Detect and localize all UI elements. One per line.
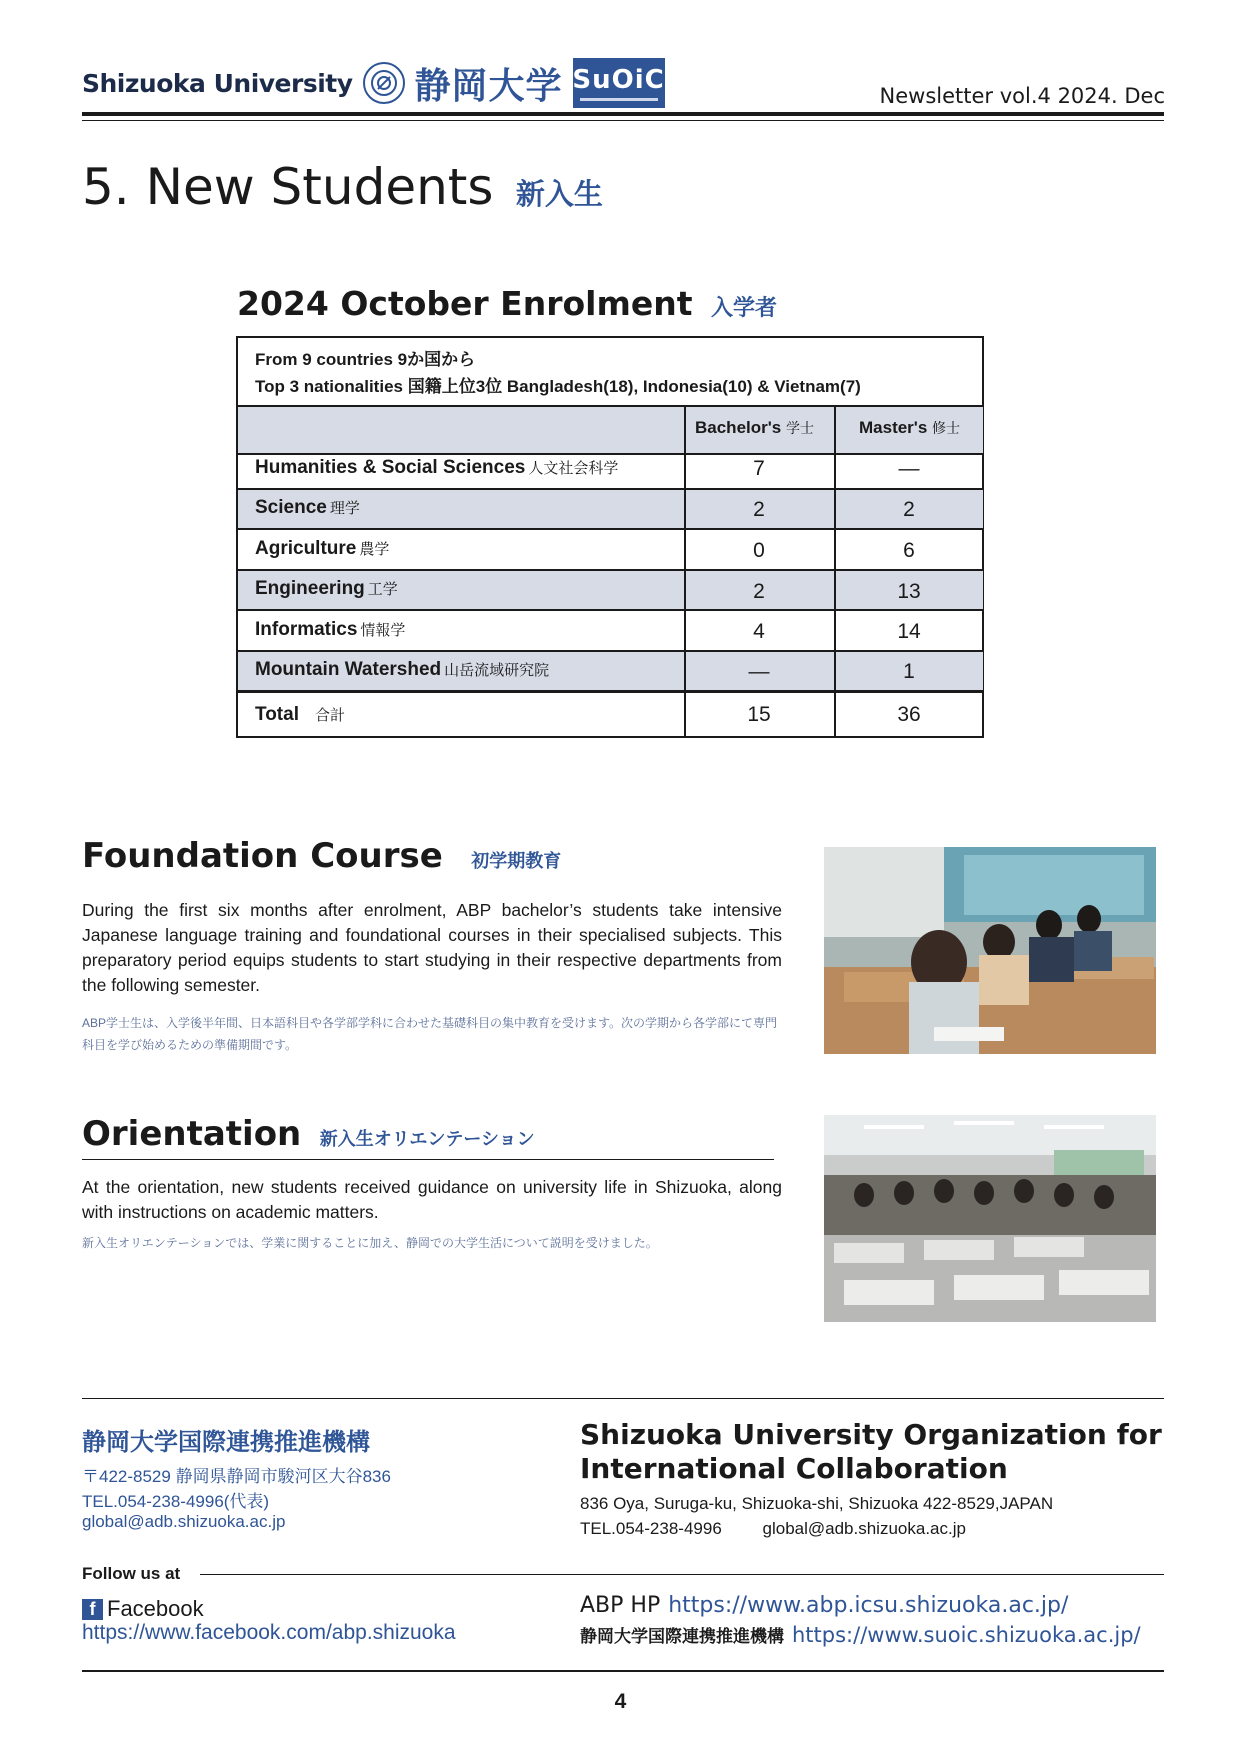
col-header-bachelor: Bachelor's 学士: [695, 418, 814, 437]
cell-master: —: [898, 457, 920, 480]
suoic-url[interactable]: https://www.suoic.shizuoka.ac.jp/: [792, 1623, 1141, 1647]
enrolment-title: [237, 284, 777, 323]
cell-master: 1: [903, 660, 915, 683]
foundation-title: [82, 836, 561, 876]
org-email-en: global@adb.shizuoka.ac.jp: [762, 1519, 966, 1538]
header-rule: [82, 112, 1164, 116]
foundation-body-en: During the first six months after enrolment, ABP bachelor’s students take intensive Japanese language training and foundational courses in their specialised subjects. This preparatory period equips students to start studying in their respective departments from the following semester.: [82, 900, 782, 995]
university-seal-icon: [363, 62, 405, 104]
table-row-label: Mountain Watershed 山岳流域研究院: [255, 659, 550, 680]
newsletter-issue: Newsletter vol.4 2024. Dec: [879, 84, 1165, 108]
col-divider: [834, 405, 836, 736]
cell-total-bachelor: 15: [747, 703, 771, 726]
cell-total-master: 36: [897, 703, 921, 726]
org-tel-en: TEL.054-238-4996: [580, 1519, 722, 1538]
table-row-label: Informatics 情報学: [255, 619, 406, 640]
facebook-url[interactable]: https://www.facebook.com/abp.shizuoka: [82, 1621, 456, 1644]
abp-homepage: [580, 1592, 1068, 1618]
row-divider: [238, 609, 983, 611]
col-divider: [684, 405, 686, 736]
cell-bachelor: 4: [753, 620, 765, 643]
cell-bachelor: 2: [753, 580, 765, 603]
page-title: [82, 158, 603, 216]
facebook-label: Facebook: [107, 1596, 204, 1621]
orientation-title: [82, 1114, 535, 1154]
enrolment-summary: [255, 346, 861, 400]
cell-master: 2: [903, 498, 915, 521]
suoic-homepage: [580, 1622, 1141, 1648]
org-name-en: Shizuoka University Organization for International Collaboration: [580, 1418, 1162, 1485]
suoic-logo-text: SuOiC: [572, 64, 665, 95]
cell-bachelor: 0: [753, 539, 765, 562]
total-divider: [238, 690, 983, 693]
row-divider: [238, 650, 983, 652]
summary-countries: From 9 countries 9か国から: [255, 350, 476, 369]
brand-name-en: Shizuoka University: [82, 68, 353, 98]
foundation-photo: [824, 847, 1156, 1054]
facebook-link[interactable]: [82, 1596, 204, 1622]
org-contact-en: [580, 1519, 966, 1539]
foundation-body-ja: ABP学士生は、入学後半年間、日本語科目や各学部学科に合わせた基礎科目の集中教育を受けます。次の学期から各学部にて専門科目を学び始めるための準備期間です。: [82, 1016, 778, 1052]
cell-master: 14: [897, 620, 921, 643]
footer-rule: [82, 1398, 1164, 1399]
org-address-ja: 〒422-8529 静岡県静岡市駿河区大谷836: [82, 1467, 391, 1486]
suoic-logo: [573, 58, 665, 108]
footer-rule-bottom: [82, 1670, 1164, 1672]
row-divider: [238, 488, 983, 490]
row-divider: [238, 528, 983, 530]
cell-bachelor: 2: [753, 498, 765, 521]
row-divider: [238, 569, 983, 571]
abp-url[interactable]: https://www.abp.icsu.shizuoka.ac.jp/: [668, 1593, 1069, 1618]
table-total-label: Total 合計: [255, 704, 345, 725]
org-tel-ja: TEL.054-238-4996(代表): [82, 1492, 270, 1511]
cell-master: 6: [903, 539, 915, 562]
page-title-en: 5. New Students: [82, 158, 494, 216]
follow-us-label: Follow us at: [82, 1564, 181, 1583]
orientation-body-ja: 新入生オリエンテーションでは、学業に関することに加え、静岡での大学生活について説明を受けました。: [82, 1236, 658, 1250]
table-row-label: Science 理学: [255, 497, 360, 518]
suoic-logo-strip: [580, 98, 658, 101]
enrolment-title-en: 2024 October Enrolment: [237, 284, 693, 323]
foundation-title-en: Foundation Course: [82, 836, 443, 876]
orientation-rule: [82, 1159, 774, 1160]
orientation-title-ja: 新入生オリエンテーション: [319, 1129, 535, 1150]
orientation-body-en: At the orientation, new students received guidance on university life in Shizuoka, along with instructions on academic matters.: [82, 1177, 782, 1222]
page-number: 4: [614, 1690, 627, 1713]
suoic-label: 静岡大学国際連携推進機構: [580, 1627, 784, 1646]
org-address-en: 836 Oya, Suruga-ku, Shizuoka-shi, Shizuoka 422-8529,JAPAN: [580, 1494, 1054, 1513]
cell-bachelor: 7: [753, 457, 765, 480]
enrolment-title-ja: 入学者: [710, 296, 777, 321]
org-name-ja: 静岡大学国際連携推進機構: [82, 1428, 370, 1456]
facebook-icon: f: [82, 1599, 103, 1620]
table-row-label: Agriculture 農学: [255, 538, 390, 559]
col-header-master: Master's 修士: [859, 418, 961, 437]
orientation-title-en: Orientation: [82, 1114, 302, 1154]
brand-name-ja: 静岡大学: [414, 65, 563, 107]
orientation-photo: [824, 1115, 1156, 1322]
header-rule-thin: [82, 120, 1164, 121]
summary-nationalities: Top 3 nationalities 国籍上位3位 Bangladesh(18), Indonesia(10) & Vietnam(7): [255, 377, 861, 396]
cell-bachelor: —: [748, 660, 770, 683]
org-email-ja: global@adb.shizuoka.ac.jp: [82, 1512, 286, 1531]
table-row-label: Humanities & Social Sciences 人文社会科学: [255, 457, 619, 478]
page-title-ja: 新入生: [515, 177, 603, 211]
foundation-title-ja: 初学期教育: [471, 851, 562, 872]
cell-master: 13: [897, 580, 921, 603]
table-row-label: Engineering 工学: [255, 578, 398, 599]
header-brand: [82, 58, 665, 108]
abp-label: ABP HP: [580, 1593, 661, 1618]
follow-rule: [200, 1574, 1164, 1575]
